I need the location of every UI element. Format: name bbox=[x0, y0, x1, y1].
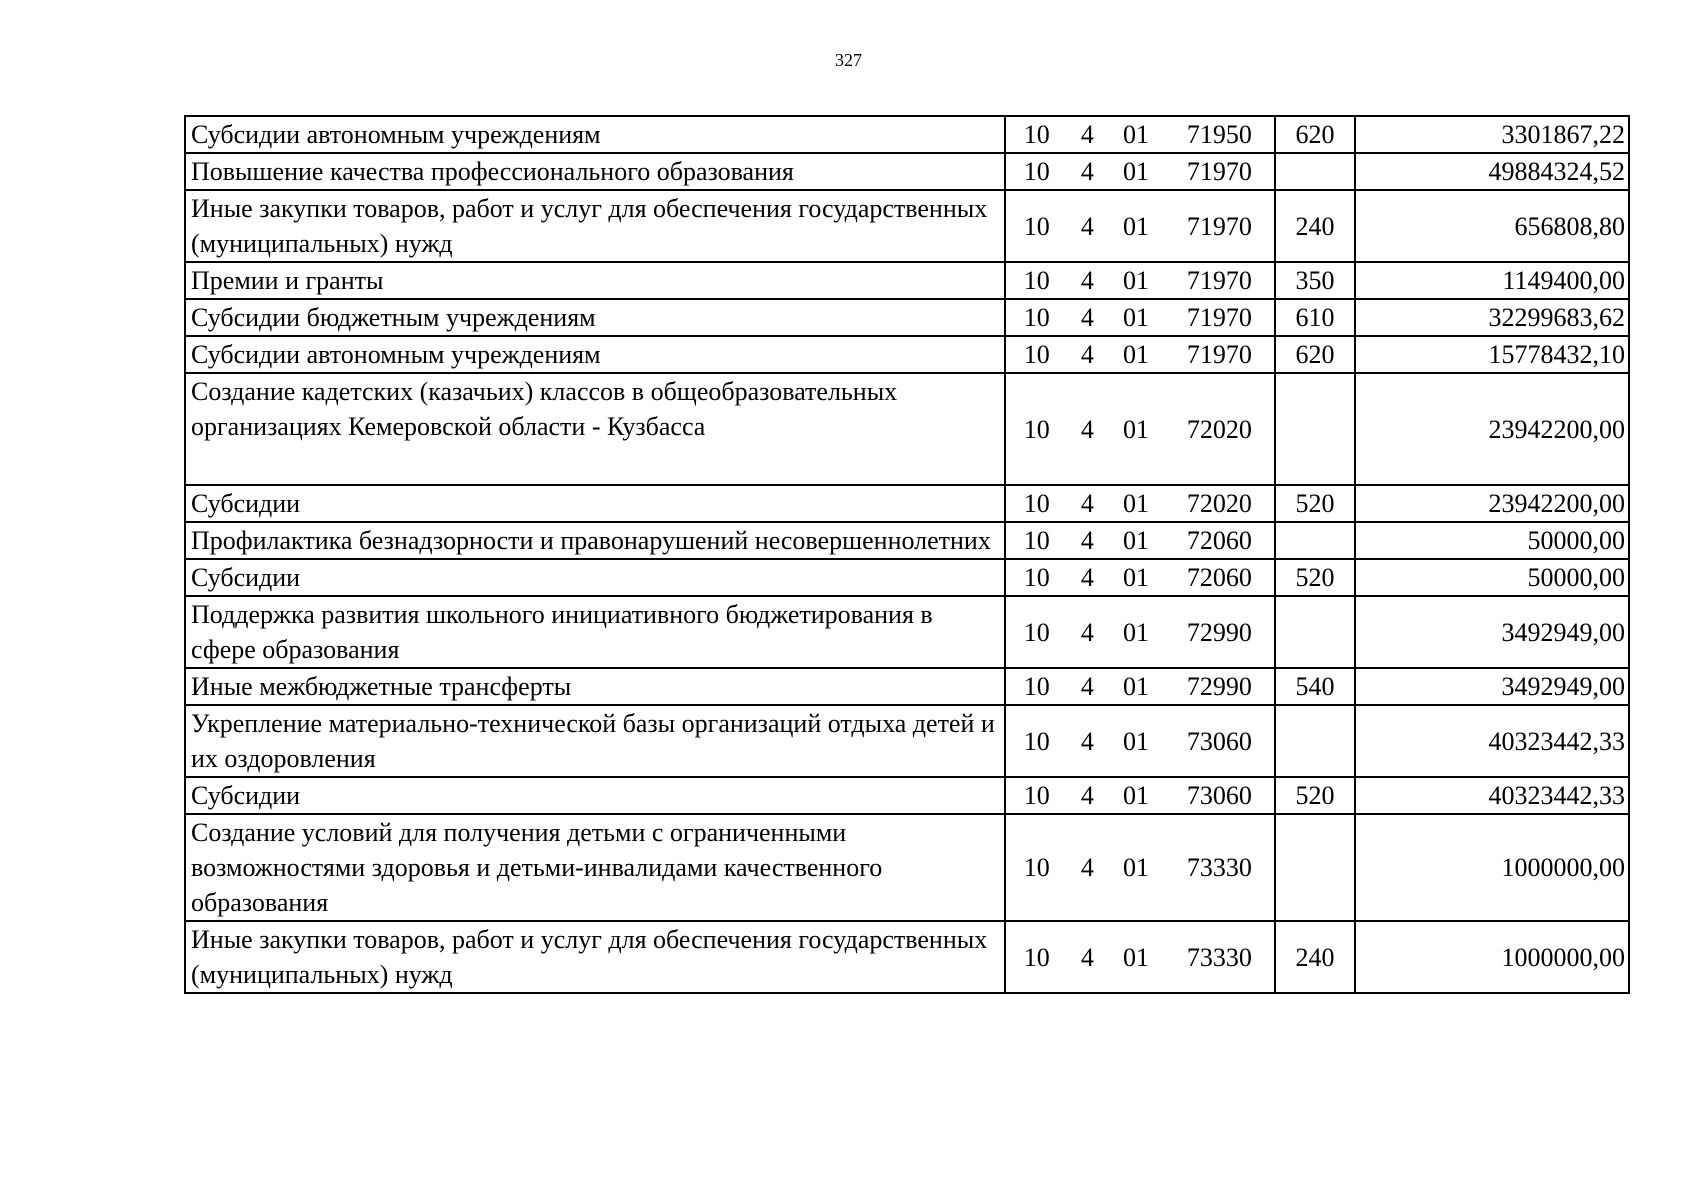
row-amount-cell bbox=[1355, 777, 1629, 814]
row-target-code: 72990 bbox=[1186, 672, 1252, 701]
row-codes-cell bbox=[1005, 262, 1275, 299]
row-program: 01 bbox=[1123, 489, 1150, 518]
row-section: 10 bbox=[1023, 303, 1050, 332]
row-section: 10 bbox=[1023, 563, 1050, 592]
row-target-code: 72990 bbox=[1186, 617, 1252, 647]
row-name-cell bbox=[185, 336, 1005, 373]
row-amount-cell bbox=[1355, 814, 1629, 921]
row-name: Повышение качества профессионального образования bbox=[191, 157, 794, 186]
row-subsection: 4 bbox=[1080, 266, 1094, 295]
table-row bbox=[185, 299, 1629, 336]
row-subsection: 4 bbox=[1080, 853, 1094, 882]
table-row bbox=[185, 814, 1629, 921]
row-amount: 50000,00 bbox=[1527, 526, 1625, 555]
row-expense-type-cell bbox=[1275, 262, 1355, 299]
row-subsection: 4 bbox=[1080, 526, 1094, 555]
table-row bbox=[185, 777, 1629, 814]
row-codes-cell bbox=[1005, 373, 1275, 485]
row-section: 10 bbox=[1023, 211, 1050, 241]
row-amount: 1000000,00 bbox=[1501, 942, 1625, 972]
row-expense-type: 520 bbox=[1295, 563, 1335, 592]
table-row bbox=[185, 596, 1629, 668]
row-name: Иные межбюджетные трансферты bbox=[191, 672, 572, 701]
row-program: 01 bbox=[1123, 157, 1150, 186]
row-section: 10 bbox=[1023, 266, 1050, 295]
row-name-cell bbox=[185, 485, 1005, 522]
row-name-cell bbox=[185, 705, 1005, 777]
row-subsection: 4 bbox=[1080, 489, 1094, 518]
table-row bbox=[185, 705, 1629, 777]
row-name-cell bbox=[185, 522, 1005, 559]
table-row bbox=[185, 336, 1629, 373]
row-expense-type: 540 bbox=[1295, 672, 1335, 701]
row-expense-type-cell bbox=[1275, 373, 1355, 485]
row-section: 10 bbox=[1023, 414, 1050, 444]
row-amount-cell bbox=[1355, 373, 1629, 485]
row-amount: 49884324,52 bbox=[1488, 157, 1625, 186]
row-codes-cell bbox=[1005, 559, 1275, 596]
row-amount: 15778432,10 bbox=[1488, 340, 1625, 369]
row-expense-type: 520 bbox=[1295, 781, 1335, 810]
row-subsection: 4 bbox=[1080, 414, 1094, 444]
row-name-cell bbox=[185, 814, 1005, 921]
table-row bbox=[185, 559, 1629, 596]
table-row bbox=[185, 262, 1629, 299]
row-program: 01 bbox=[1123, 617, 1150, 647]
row-expense-type-cell bbox=[1275, 705, 1355, 777]
row-target-code: 71970 bbox=[1186, 211, 1252, 241]
row-codes-cell bbox=[1005, 153, 1275, 190]
row-expense-type-cell bbox=[1275, 116, 1355, 153]
row-codes-cell bbox=[1005, 777, 1275, 814]
row-name: Создание условий для получения детьми с ограниченными возможностями здоровья и детьми-инвалидами качественного образования bbox=[191, 818, 883, 917]
row-codes-cell bbox=[1005, 190, 1275, 262]
row-name: Субсидии bbox=[191, 563, 301, 592]
row-amount: 40323442,33 bbox=[1488, 781, 1625, 810]
row-program: 01 bbox=[1123, 672, 1150, 701]
row-target-code: 71970 bbox=[1186, 340, 1252, 369]
row-amount-cell bbox=[1355, 262, 1629, 299]
row-program: 01 bbox=[1123, 781, 1150, 810]
row-name-cell bbox=[185, 596, 1005, 668]
row-expense-type-cell bbox=[1275, 190, 1355, 262]
row-program: 01 bbox=[1123, 526, 1150, 555]
row-amount-cell bbox=[1355, 485, 1629, 522]
row-program: 01 bbox=[1123, 120, 1150, 149]
row-expense-type: 240 bbox=[1295, 942, 1335, 972]
row-amount-cell bbox=[1355, 559, 1629, 596]
table-row bbox=[185, 116, 1629, 153]
row-subsection: 4 bbox=[1080, 120, 1094, 149]
row-amount-cell bbox=[1355, 153, 1629, 190]
row-section: 10 bbox=[1023, 672, 1050, 701]
row-expense-type-cell bbox=[1275, 921, 1355, 993]
row-name: Иные закупки товаров, работ и услуг для обеспечения государственных (муниципальных) нужд bbox=[191, 194, 988, 258]
row-section: 10 bbox=[1023, 617, 1050, 647]
row-name-cell bbox=[185, 299, 1005, 336]
row-name: Субсидии bbox=[191, 781, 301, 810]
row-expense-type-cell bbox=[1275, 153, 1355, 190]
table-row bbox=[185, 668, 1629, 705]
row-subsection: 4 bbox=[1080, 157, 1094, 186]
row-expense-type-cell bbox=[1275, 299, 1355, 336]
row-name-cell bbox=[185, 190, 1005, 262]
table-row bbox=[185, 373, 1629, 485]
row-amount-cell bbox=[1355, 299, 1629, 336]
row-target-code: 73060 bbox=[1186, 781, 1252, 810]
row-section: 10 bbox=[1023, 340, 1050, 369]
row-section: 10 bbox=[1023, 489, 1050, 518]
row-section: 10 bbox=[1023, 157, 1050, 186]
row-amount-cell bbox=[1355, 190, 1629, 262]
row-amount: 1000000,00 bbox=[1501, 853, 1625, 882]
row-codes-cell bbox=[1005, 336, 1275, 373]
row-name: Субсидии бюджетным учреждениям bbox=[191, 303, 596, 332]
table-row bbox=[185, 153, 1629, 190]
row-amount: 32299683,62 bbox=[1488, 303, 1625, 332]
row-expense-type-cell bbox=[1275, 559, 1355, 596]
row-expense-type-cell bbox=[1275, 336, 1355, 373]
row-section: 10 bbox=[1023, 853, 1050, 882]
row-section: 10 bbox=[1023, 726, 1050, 756]
row-name: Укрепление материально-технической базы организаций отдыха детей и их оздоровления bbox=[191, 709, 995, 773]
row-name-cell bbox=[185, 153, 1005, 190]
row-program: 01 bbox=[1123, 266, 1150, 295]
row-amount: 40323442,33 bbox=[1488, 726, 1625, 756]
row-target-code: 73330 bbox=[1186, 942, 1252, 972]
row-expense-type-cell bbox=[1275, 596, 1355, 668]
row-program: 01 bbox=[1123, 303, 1150, 332]
row-subsection: 4 bbox=[1080, 672, 1094, 701]
row-target-code: 71970 bbox=[1186, 157, 1252, 186]
row-name-cell bbox=[185, 921, 1005, 993]
row-name: Профилактика безнадзорности и правонарушений несовершеннолетних bbox=[191, 526, 991, 555]
row-amount-cell bbox=[1355, 336, 1629, 373]
row-section: 10 bbox=[1023, 781, 1050, 810]
row-subsection: 4 bbox=[1080, 340, 1094, 369]
row-name: Субсидии автономным учреждениям bbox=[191, 120, 601, 149]
row-codes-cell bbox=[1005, 921, 1275, 993]
row-codes-cell bbox=[1005, 814, 1275, 921]
row-name-cell bbox=[185, 373, 1005, 485]
row-expense-type-cell bbox=[1275, 485, 1355, 522]
row-section: 10 bbox=[1023, 120, 1050, 149]
row-amount: 3492949,00 bbox=[1501, 672, 1625, 701]
row-subsection: 4 bbox=[1080, 726, 1094, 756]
row-amount-cell bbox=[1355, 921, 1629, 993]
row-name: Субсидии автономным учреждениям bbox=[191, 340, 601, 369]
row-amount: 656808,80 bbox=[1514, 211, 1625, 241]
table-row bbox=[185, 522, 1629, 559]
row-target-code: 73060 bbox=[1186, 726, 1252, 756]
row-name-cell bbox=[185, 777, 1005, 814]
row-subsection: 4 bbox=[1080, 303, 1094, 332]
row-amount-cell bbox=[1355, 116, 1629, 153]
table-row bbox=[185, 921, 1629, 993]
row-program: 01 bbox=[1123, 340, 1150, 369]
row-expense-type: 620 bbox=[1295, 120, 1335, 149]
row-target-code: 71970 bbox=[1186, 303, 1252, 332]
row-name: Премии и гранты bbox=[191, 266, 384, 295]
row-codes-cell bbox=[1005, 705, 1275, 777]
row-subsection: 4 bbox=[1080, 563, 1094, 592]
row-codes-cell bbox=[1005, 668, 1275, 705]
row-expense-type: 520 bbox=[1295, 489, 1335, 518]
budget-table-body bbox=[185, 116, 1629, 993]
budget-table bbox=[184, 115, 1630, 994]
row-expense-type: 240 bbox=[1295, 211, 1335, 241]
row-expense-type-cell bbox=[1275, 668, 1355, 705]
row-amount: 50000,00 bbox=[1527, 563, 1625, 592]
row-name-cell bbox=[185, 559, 1005, 596]
row-expense-type-cell bbox=[1275, 777, 1355, 814]
row-amount-cell bbox=[1355, 705, 1629, 777]
row-name-cell bbox=[185, 262, 1005, 299]
row-codes-cell bbox=[1005, 522, 1275, 559]
row-target-code: 72020 bbox=[1186, 489, 1252, 518]
row-section: 10 bbox=[1023, 526, 1050, 555]
row-subsection: 4 bbox=[1080, 617, 1094, 647]
row-subsection: 4 bbox=[1080, 942, 1094, 972]
row-amount-cell bbox=[1355, 522, 1629, 559]
row-name: Субсидии bbox=[191, 489, 301, 518]
row-section: 10 bbox=[1023, 942, 1050, 972]
row-program: 01 bbox=[1123, 211, 1150, 241]
row-target-code: 72020 bbox=[1186, 414, 1252, 444]
row-expense-type: 350 bbox=[1295, 266, 1335, 295]
page-number: 327 bbox=[835, 50, 862, 70]
row-amount: 3301867,22 bbox=[1501, 120, 1625, 149]
table-row bbox=[185, 485, 1629, 522]
row-target-code: 72060 bbox=[1186, 563, 1252, 592]
row-expense-type: 620 bbox=[1295, 340, 1335, 369]
row-target-code: 73330 bbox=[1186, 853, 1252, 882]
row-codes-cell bbox=[1005, 116, 1275, 153]
row-subsection: 4 bbox=[1080, 781, 1094, 810]
row-target-code: 72060 bbox=[1186, 526, 1252, 555]
row-expense-type-cell bbox=[1275, 522, 1355, 559]
table-row bbox=[185, 190, 1629, 262]
row-amount: 3492949,00 bbox=[1501, 617, 1625, 647]
row-amount: 1149400,00 bbox=[1502, 266, 1625, 295]
row-name: Поддержка развития школьного инициативного бюджетирования в сфере образования bbox=[191, 600, 933, 664]
row-name-cell bbox=[185, 116, 1005, 153]
row-codes-cell bbox=[1005, 485, 1275, 522]
row-program: 01 bbox=[1123, 853, 1150, 882]
row-codes-cell bbox=[1005, 299, 1275, 336]
row-target-code: 71950 bbox=[1186, 120, 1252, 149]
row-amount-cell bbox=[1355, 596, 1629, 668]
row-amount: 23942200,00 bbox=[1488, 414, 1625, 444]
row-amount: 23942200,00 bbox=[1488, 489, 1625, 518]
row-amount-cell bbox=[1355, 668, 1629, 705]
row-target-code: 71970 bbox=[1186, 266, 1252, 295]
row-name: Иные закупки товаров, работ и услуг для обеспечения государственных (муниципальных) нужд bbox=[191, 925, 988, 989]
row-name-cell bbox=[185, 668, 1005, 705]
row-expense-type-cell bbox=[1275, 814, 1355, 921]
row-program: 01 bbox=[1123, 942, 1150, 972]
row-program: 01 bbox=[1123, 726, 1150, 756]
row-program: 01 bbox=[1123, 414, 1150, 444]
row-name: Создание кадетских (казачьих) классов в общеобразовательных организациях Кемеровской области - Кузбасса bbox=[191, 377, 898, 441]
row-subsection: 4 bbox=[1080, 211, 1094, 241]
row-program: 01 bbox=[1123, 563, 1150, 592]
row-codes-cell bbox=[1005, 596, 1275, 668]
row-expense-type: 610 bbox=[1295, 303, 1335, 332]
